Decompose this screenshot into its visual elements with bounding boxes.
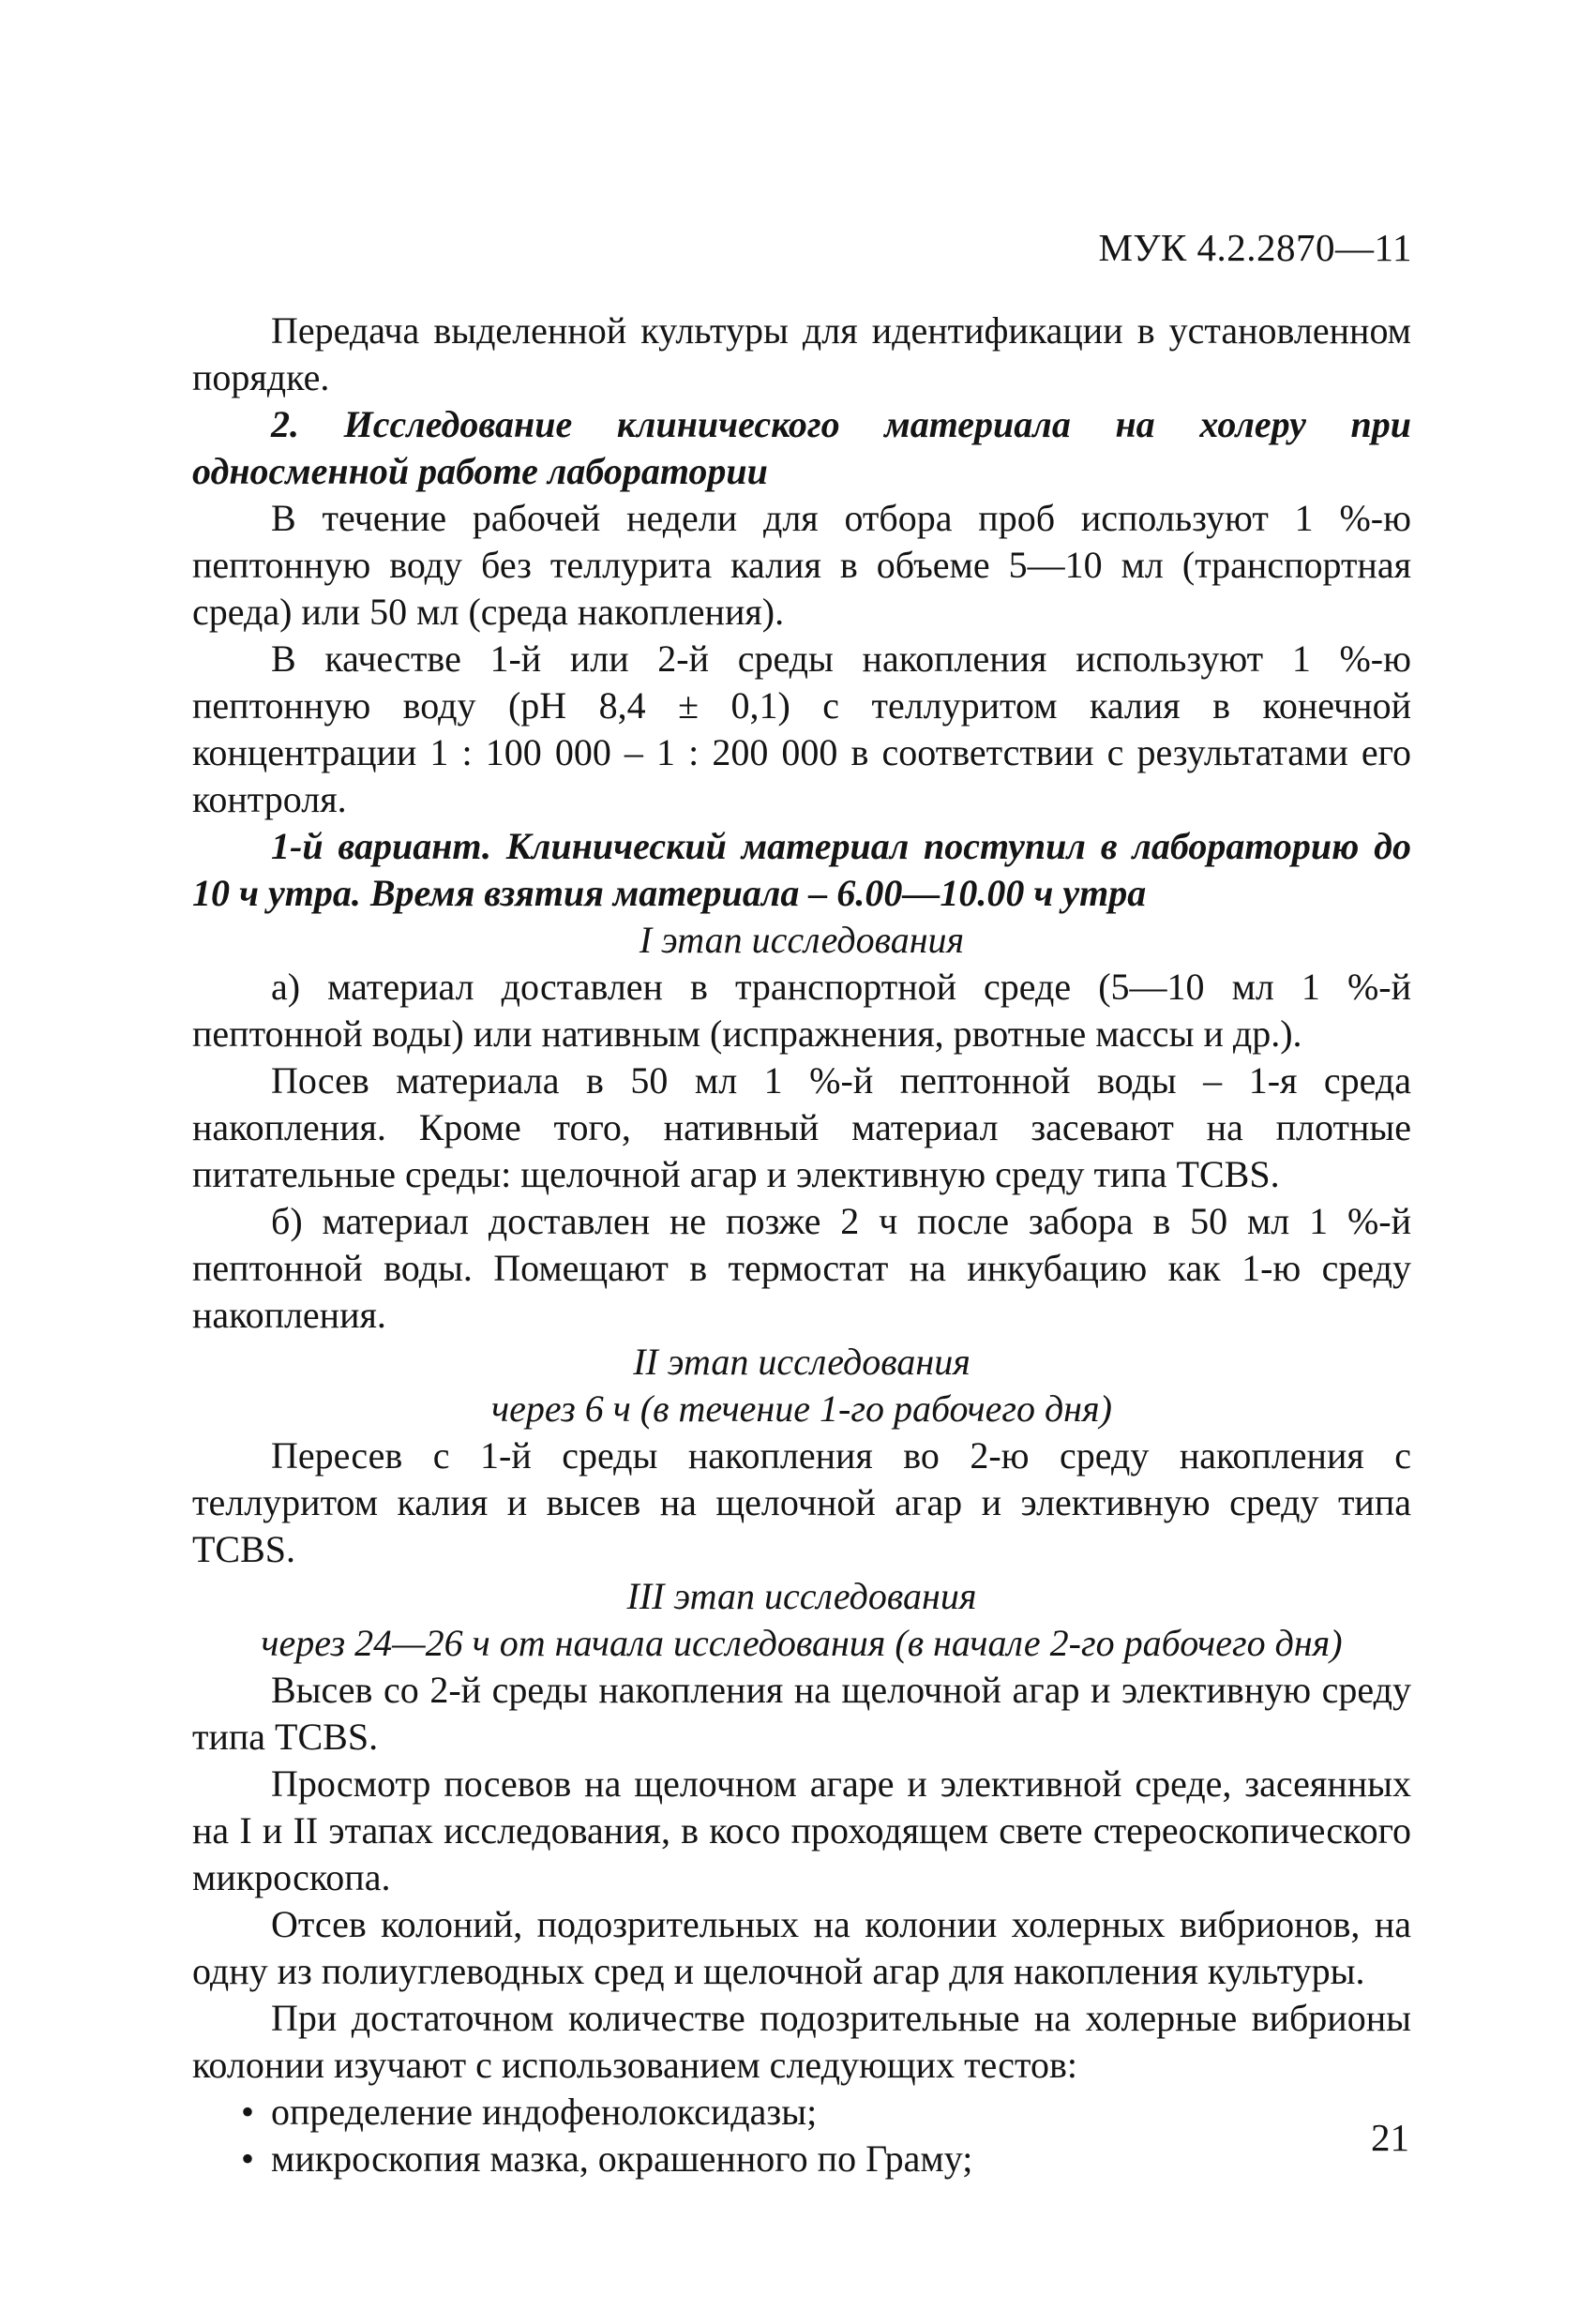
paragraph-enrichment-media: В качестве 1-й или 2-й среды накопления используют 1 %-ю пептонную воду (рН 8,4 ± 0,1) с теллуритом калия в конечной концентрации 1 : 100 000 – 1 : 200 000 в соответствии с результатами его контроля. (192, 637, 1411, 820)
list-item-text: определение индофенолоксидазы; (271, 2091, 818, 2133)
page-number: 21 (1371, 2116, 1409, 2159)
variant-heading-1: 1-й вариант. Клинический материал поступил в лабораторию до 10 ч утра. Время взятия материала – 6.00—10.00 ч утра (192, 825, 1411, 914)
paragraph-stage1-b: б) материал доставлен не позже 2 ч после забора в 50 мл 1 %-й пептонной воды. Помещают в термостат на инкубацию как 1-ю среду накопления. (192, 1200, 1411, 1336)
stage-1-heading: I этап исследования (639, 919, 965, 961)
stage-3-heading: III этап исследования (626, 1575, 977, 1617)
bullet-icon: • (241, 2091, 255, 2133)
stage-2-time: через 6 ч (в течение 1-го рабочего дня) (491, 1387, 1112, 1430)
stage-3-time: через 24—26 ч от начала исследования (в начале 2-го рабочего дня) (261, 1622, 1343, 1664)
paragraph-transfer-culture: Передача выделенной культуры для идентификации в установленном порядке. (192, 309, 1411, 398)
page-body (192, 307, 1411, 2182)
list-item (192, 2089, 1411, 2136)
paragraph-tests-intro: При достаточном количестве подозрительные на холерные вибрионы колонии изучают с использованием следующих тестов: (192, 1997, 1411, 2086)
stage-2-heading: II этап исследования (633, 1341, 971, 1383)
paragraph-stage3-viewing: Просмотр посевов на щелочном агаре и элективной среде, засеянных на I и II этапах исследования, в косо проходящем свете стереоскопического микроскопа. (192, 1762, 1411, 1898)
paragraph-stage1-a: а) материал доставлен в транспортной среде (5—10 мл 1 %-й пептонной воды) или нативным (испражнения, рвотные массы и др.). (192, 966, 1411, 1055)
list-item (192, 2136, 1411, 2182)
bullet-icon: • (241, 2137, 255, 2180)
paragraph-sampling: В течение рабочей недели для отбора проб используют 1 %-ю пептонную воду без теллурита калия в объеме 5—10 мл (транспортная среда) или 50 мл (среда накопления). (192, 497, 1411, 633)
document-code: МУК 4.2.2870—11 (1098, 226, 1412, 269)
paragraph-stage1-seeding: Посев материала в 50 мл 1 %-й пептонной воды – 1-я среда накопления. Кроме того, нативный материал засевают на плотные питательные среды: щелочной агар и элективную среду типа TCBS. (192, 1059, 1411, 1195)
paragraph-stage2: Пересев с 1-й среды накопления во 2-ю среду накопления с теллуритом калия и высев на щелочной агар и элективную среду типа TCBS. (192, 1434, 1411, 1570)
section-heading-2: 2. Исследование клинического материала на холеру при односменной работе лаборатории (192, 403, 1411, 492)
tests-list (192, 2089, 1411, 2182)
paragraph-stage3-colonies: Отсев колоний, подозрительных на колонии холерных вибрионов, на одну из полиуглеводных сред и щелочной агар для накопления культуры. (192, 1903, 1411, 1992)
list-item-text: микроскопия мазка, окрашенного по Граму; (271, 2137, 973, 2180)
paragraph-stage3-seeding: Высев со 2-й среды накопления на щелочной агар и элективную среду типа TCBS. (192, 1669, 1411, 1758)
